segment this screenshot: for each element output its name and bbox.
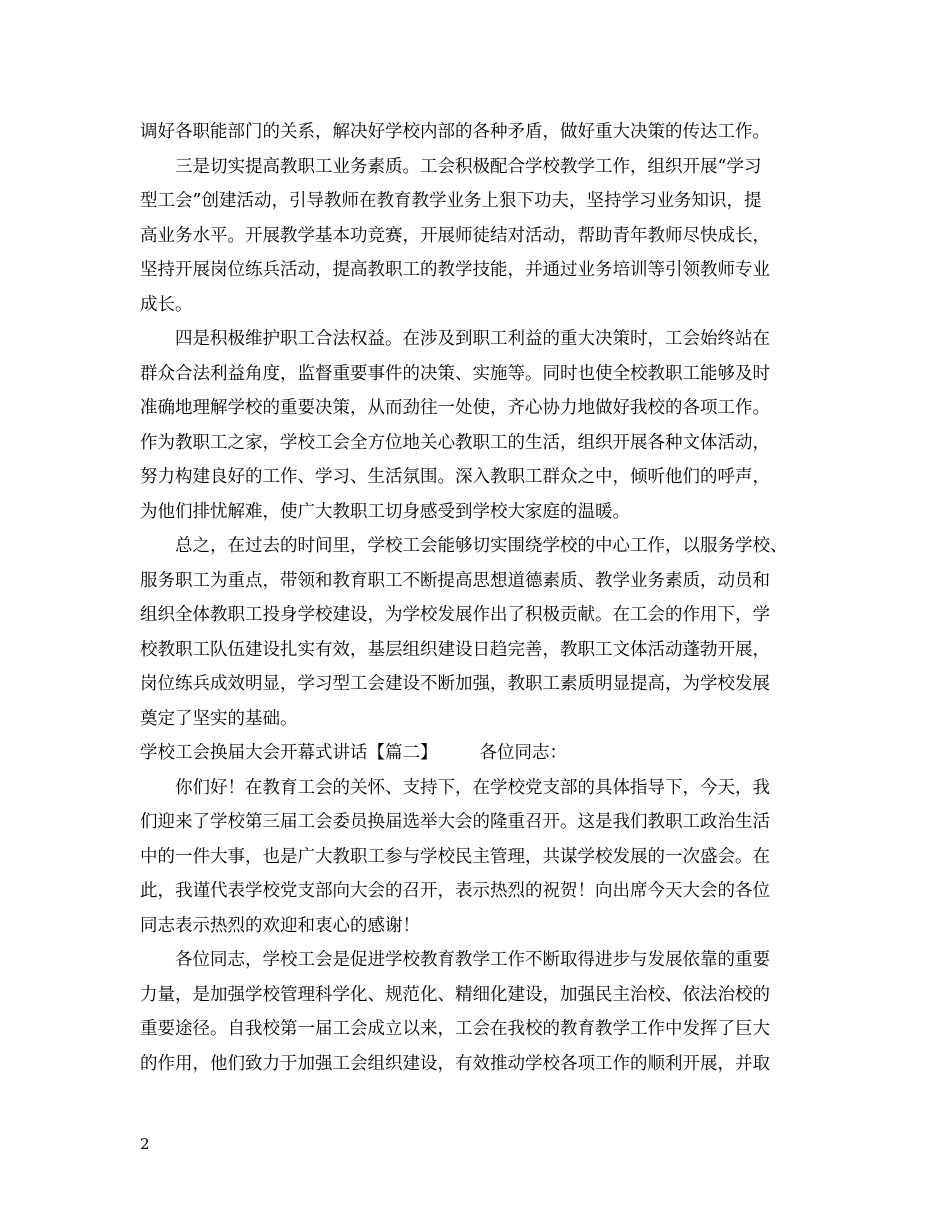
body-text bbox=[140, 115, 820, 1081]
text-line: 奠定了坚实的基础。 bbox=[140, 708, 298, 729]
text-line: 各位同志，学校工会是促进学校教育教学工作不断取得进步与发展依靠的重要 bbox=[175, 950, 770, 970]
text-line: 重要途径。自我校第一届工会成立以来，工会在我校的教育教学工作中发挥了巨大 bbox=[140, 1019, 770, 1039]
text-line: 高业务水平。开展教学基本功竞赛，开展师徒结对活动，帮助青年教师尽快成长， bbox=[140, 225, 770, 246]
text-line: 准确地理解学校的重要决策，从而劲往一处使，齐心协力地做好我校的各项工作。 bbox=[140, 398, 770, 418]
text-line: 你们好！在教育工会的关怀、支持下，在学校党支部的具体指导下，今天，我 bbox=[175, 777, 770, 798]
text-line: 岗位练兵成效明显，学习型工会建设不断加强，教职工素质明显提高，为学校发展 bbox=[140, 674, 770, 694]
text-line: 们迎来了学校第三届工会委员换届选举大会的隆重召开。这是我们教职工政治生活 bbox=[140, 812, 770, 832]
text-line: 四是积极维护职工合法权益。在涉及到职工利益的重大决策时，工会始终站在 bbox=[175, 329, 770, 349]
text-line: 为他们排忧解难，使广大教职工切身感受到学校大家庭的温暖。 bbox=[140, 501, 630, 522]
section-heading-line bbox=[140, 736, 820, 771]
text-line: 型工会”创建活动，引导教师在教育教学业务上狠下功夫，坚持学习业务知识，提 bbox=[140, 191, 762, 211]
text-line: 成长。 bbox=[140, 294, 193, 315]
text-line: 三是切实提高教职工业务素质。工会积极配合学校教学工作，组织开展“学习 bbox=[175, 156, 762, 177]
text-line: 的作用，他们致力于加强工会组织建设，有效推动学校各项工作的顺利开展，并取 bbox=[140, 1053, 770, 1074]
salutation: 各位同志： bbox=[479, 743, 567, 763]
text-line: 总之，在过去的时间里，学校工会能够切实围绕学校的中心工作，以服务学校、 bbox=[175, 536, 788, 556]
text-line: 组织全体教职工投身学校建设，为学校发展作出了积极贡献。在工会的作用下，学 bbox=[140, 605, 770, 625]
text-line: 群众合法利益角度，监督重要事件的决策、实施等。同时也使全校教职工能够及时 bbox=[140, 363, 770, 384]
paragraph-block-before bbox=[140, 115, 820, 736]
text-line: 服务职工为重点，带领和教育职工不断提高思想道德素质、教学业务素质，动员和 bbox=[140, 570, 770, 591]
text-line: 调好各职能部门的关系，解决好学校内部的各种矛盾，做好重大决策的传达工作。 bbox=[140, 122, 770, 142]
text-line: 中的一件大事，也是广大教职工参与学校民主管理，共谋学校发展的一次盛会。在 bbox=[140, 846, 770, 867]
text-line: 此，我谨代表学校党支部向大会的召开，表示热烈的祝贺！向出席今天大会的各位 bbox=[140, 881, 770, 901]
text-line: 作为教职工之家，学校工会全方位地关心教职工的生活，组织开展各种文体活动， bbox=[140, 432, 770, 453]
section-title: 学校工会换届大会开幕式讲话【篇二】 bbox=[140, 743, 438, 763]
text-line: 力量，是加强学校管理科学化、规范化、精细化建设，加强民主治校、依法治校的 bbox=[140, 984, 770, 1005]
text-line: 同志表示热烈的欢迎和衷心的感谢！ bbox=[140, 915, 420, 936]
text-line: 坚持开展岗位练兵活动，提高教职工的教学技能，并通过业务培训等引领教师专业 bbox=[140, 260, 770, 280]
paragraph-block-after bbox=[140, 771, 820, 1082]
text-line: 努力构建良好的工作、学习、生活氛围。深入教职工群众之中，倾听他们的呼声， bbox=[140, 467, 770, 487]
page-number: 2 bbox=[140, 1135, 150, 1153]
text-line: 校教职工队伍建设扎实有效，基层组织建设日趋完善，教职工文体活动蓬勃开展， bbox=[140, 639, 770, 660]
